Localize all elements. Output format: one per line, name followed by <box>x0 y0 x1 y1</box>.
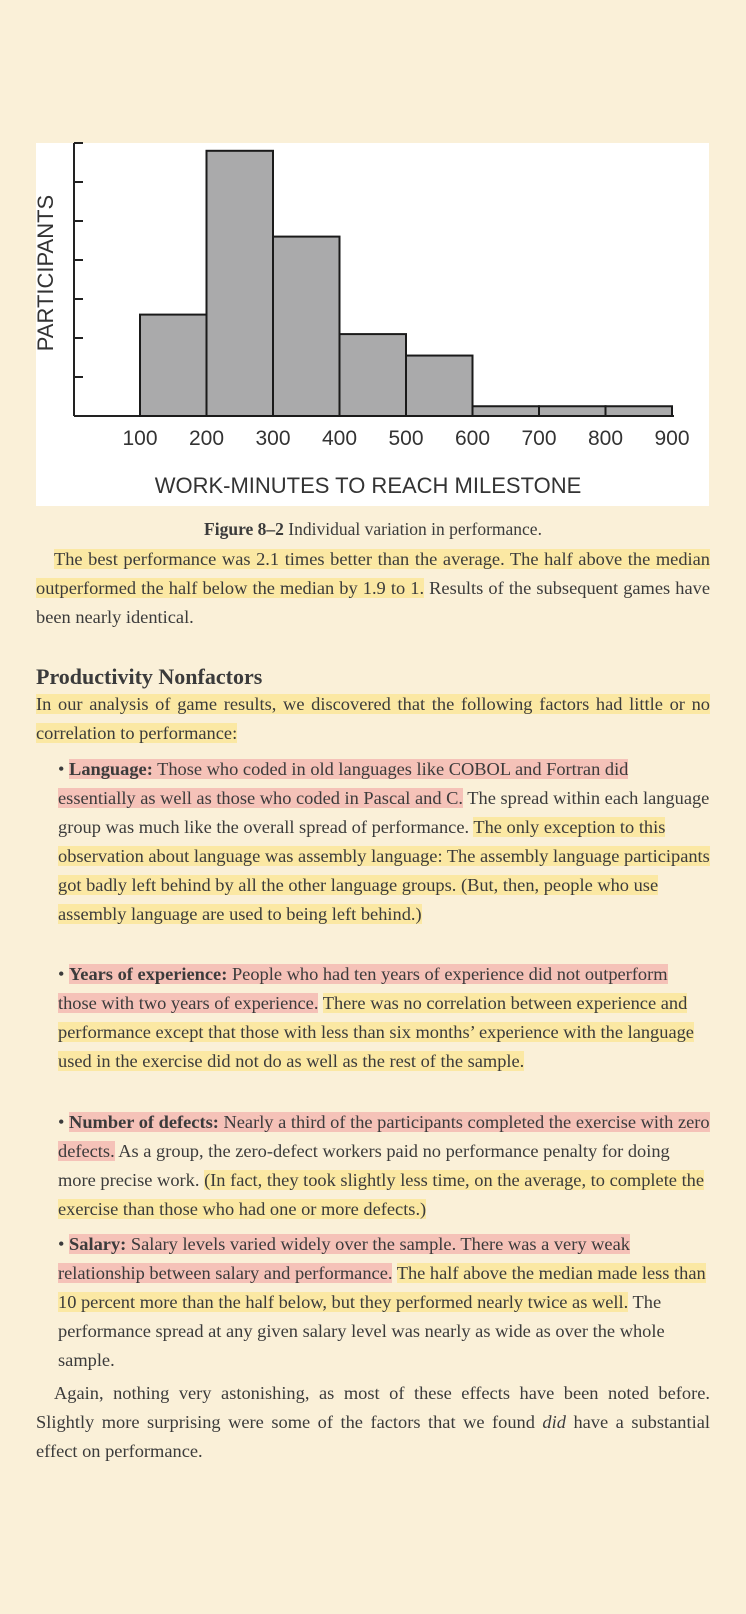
paragraph-results <box>36 545 710 632</box>
bullet-text: As a group, the zero-defect workers paid no performance penalty for doing more precise work. <box>58 1141 670 1190</box>
bullet-text: The spread within each language group was much like the overall spread of performance. <box>58 788 710 837</box>
figure-caption <box>0 519 746 540</box>
bullet-salary: • Salary: Salary levels varied widely over the sample. There was a very weak relationship between salary and performance. The half above the median made less than 10 percent more than the half below, but they performed nearly twice as well. The performance spread at any given salary level was nearly as wide as over the whole sample. <box>58 1234 706 1370</box>
highlight-red: People who had ten years of experience did not outperform those with two years of experience. <box>58 964 668 1013</box>
x-tick-label: 900 <box>654 427 690 450</box>
highlight-yellow: There was no correlation between experience and performance except that those with less than six months’ experience with the language used in the exercise did not do as well as the rest of the sample. <box>58 993 694 1071</box>
highlight-yellow: The best performance was 2.1 times better than the average. The half above the median outperformed the half below the median by 1.9 to 1. <box>36 549 710 598</box>
bullet-text-tail: The performance spread at any given salary level was nearly as wide as over the whole sample. <box>58 1292 665 1370</box>
bullet-label: Years of experience: <box>69 964 228 984</box>
bullet-label: Language: <box>69 759 153 779</box>
histogram-bar <box>473 406 540 416</box>
x-tick-label: 400 <box>321 427 358 450</box>
x-tick-label: 200 <box>188 427 225 450</box>
section-heading: Productivity Nonfactors <box>36 664 263 689</box>
emphasis: did <box>542 1412 566 1432</box>
figure-label: Figure 8–2 <box>204 519 284 539</box>
highlight-red: Nearly a third of the participants completed the exercise with zero defects. <box>58 1112 710 1161</box>
x-axis-label: WORK-MINUTES TO REACH MILESTONE <box>154 473 582 498</box>
histogram-bar <box>140 315 207 416</box>
bullet-language: • Language: Those who coded in old languages like COBOL and Fortran did essentially as well as those who coded in Pascal and C. The spread within each language group was much like the overall spread of performance. The only exception to this observation about language was assembly language: The assembly language participants got badly left behind by all the other language groups. (But, then, people who use assembly language are used to being left behind.) <box>58 759 710 924</box>
highlight-yellow: The half above the median made less than 10 percent more than the half below, but they performed nearly twice as well. <box>58 1263 706 1312</box>
y-axis-label: PARTICIPANTS <box>33 194 58 352</box>
paragraph-text: Again, nothing very astonishing, as most of these effects have been noted before. Slightly more surprising were some of the factors that we found <box>36 1383 710 1432</box>
histogram-bar <box>539 406 606 416</box>
highlight-red: Salary levels varied widely over the sample. There was a very weak relationship between salary and performance. <box>58 1234 630 1283</box>
highlight-yellow: The only exception to this observation about language was assembly language: The assembly language participants got badly left behind by all the other language groups. (But, then, people who use assembly language are used to being left behind.) <box>58 817 710 924</box>
figure-caption-text: Individual variation in performance. <box>283 519 542 539</box>
highlight-yellow: In our analysis of game results, we discovered that the following factors had little or no correlation to performance: <box>36 694 710 743</box>
histogram-bar <box>340 334 407 416</box>
highlight-red: Those who coded in old languages like COBOL and Fortran did essentially as well as those who coded in Pascal and C. <box>58 759 629 808</box>
paragraph-conclusion <box>36 1379 710 1466</box>
histogram-chart <box>33 143 709 506</box>
chart-svg <box>33 143 709 506</box>
bullet-label: Salary: <box>69 1234 127 1254</box>
paragraph-text: Results of the subsequent games have been nearly identical. <box>36 578 710 627</box>
bullet-label: Number of defects: <box>69 1112 219 1132</box>
histogram-bar <box>406 356 473 416</box>
histogram-bar <box>606 406 673 416</box>
x-tick-label: 100 <box>122 427 158 450</box>
x-tick-label: 500 <box>388 427 424 450</box>
x-tick-label: 700 <box>521 427 557 450</box>
highlight-yellow: (In fact, they took slightly less time, on the average, to complete the exercise than those who had one or more defects.) <box>58 1170 705 1219</box>
x-tick-label: 800 <box>587 427 624 450</box>
x-tick-label: 600 <box>454 427 491 450</box>
paragraph-intro <box>36 690 710 748</box>
histogram-bar <box>207 151 274 416</box>
paragraph-text: have a substantial effect on performance. <box>36 1412 710 1461</box>
bullet-experience: • Years of experience: People who had ten years of experience did not outperform those with two years of experience. There was no correlation between experience and performance except that those with less than six months’ experience with the language used in the exercise did not do as well as the rest of the sample. <box>58 964 694 1071</box>
bullet-defects: • Number of defects: Nearly a third of the participants completed the exercise with zero defects. As a group, the zero-defect workers paid no performance penalty for doing more precise work. (In fact, they took slightly less time, on the average, to complete the exercise than those who had one or more defects.) <box>58 1112 710 1219</box>
x-tick-label: 300 <box>255 427 291 450</box>
histogram-bar <box>273 237 340 416</box>
